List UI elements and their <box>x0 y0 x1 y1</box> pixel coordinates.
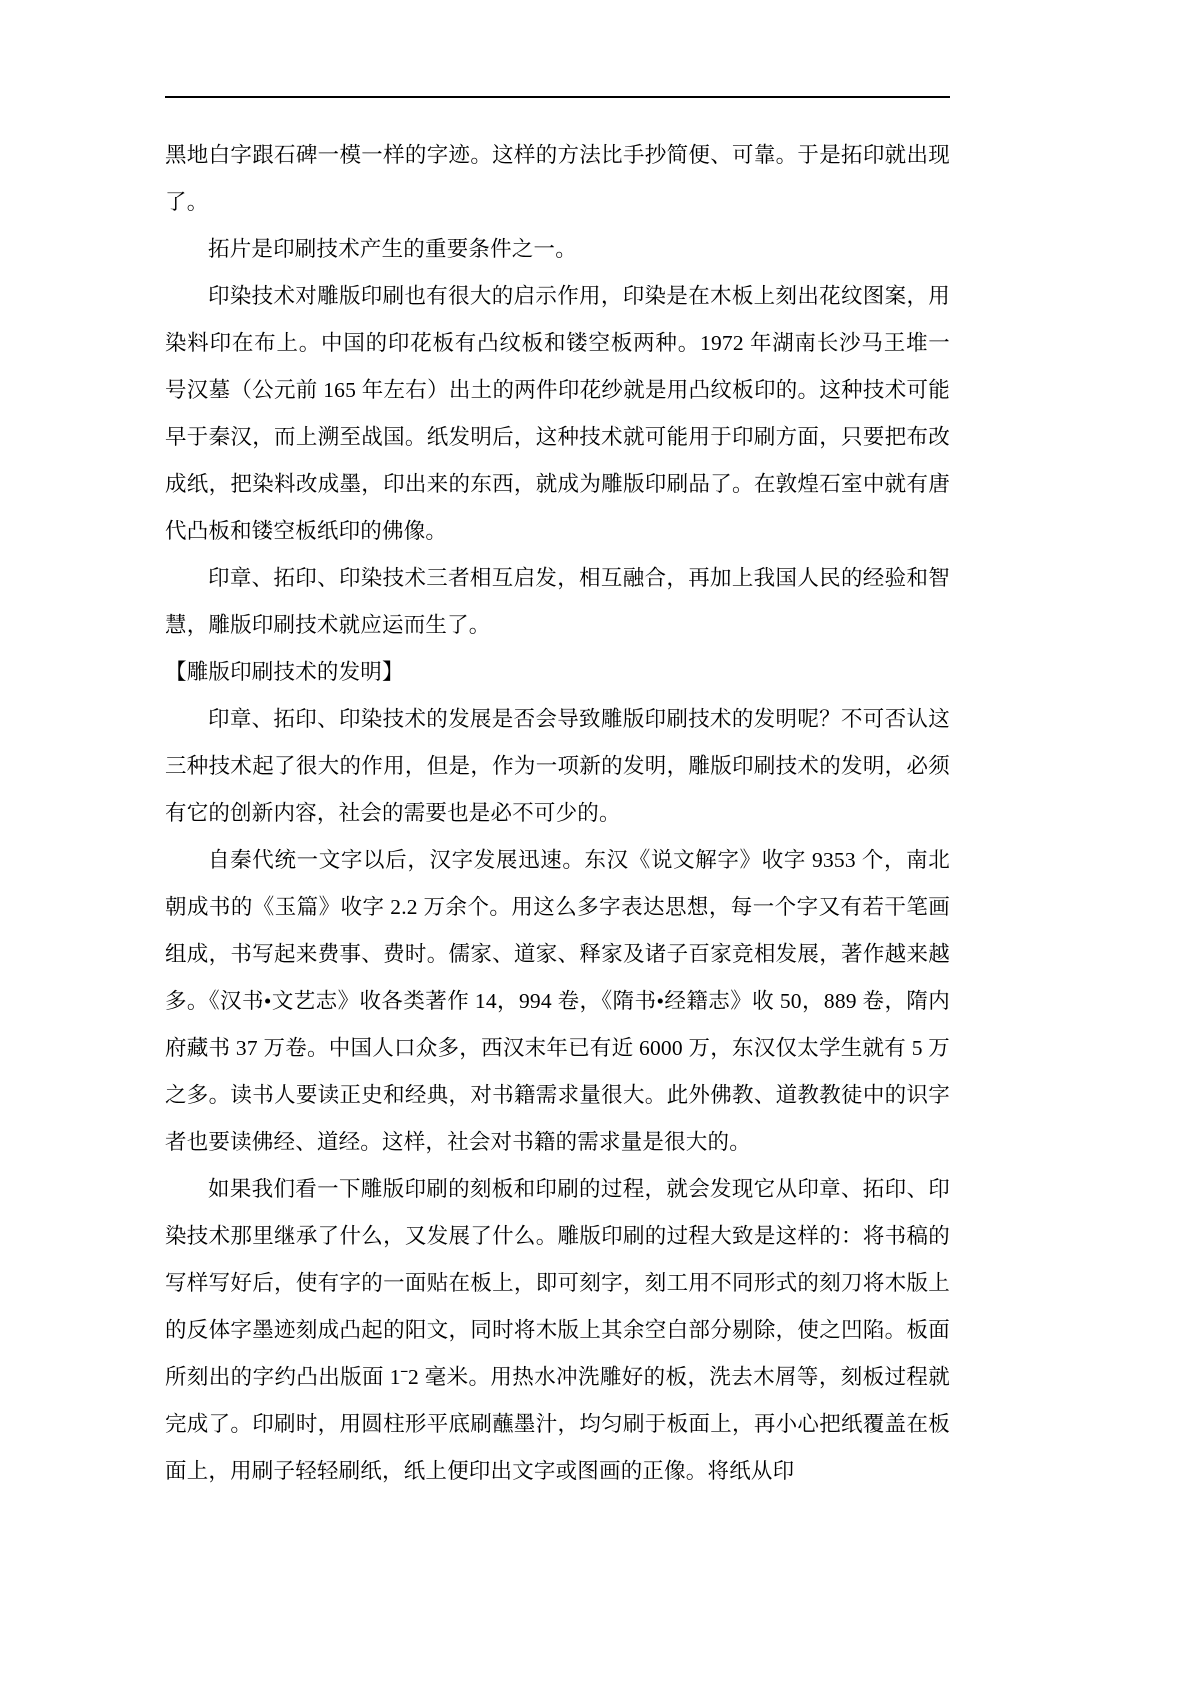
paragraph-2: 拓片是印刷技术产生的重要条件之一。 <box>208 237 577 261</box>
paragraph-4: 印章、拓印、印染技术三者相互启发，相互融合，再加上我国人民的经验和智慧，雕版印刷技术就应运而生了。 <box>165 566 950 637</box>
page-content-area <box>165 96 950 1495</box>
paragraph-6: 印章、拓印、印染技术的发展是否会导致雕版印刷技术的发明呢？不可否认这三种技术起了很大的作用，但是，作为一项新的发明，雕版印刷技术的发明，必须有它的创新内容，社会的需要也是必不可少的。 <box>165 707 950 825</box>
paragraph-1: 黑地白字跟石碑一模一样的字迹。这样的方法比手抄简便、可靠。于是拓印就出现了。 <box>165 143 950 214</box>
paragraph-7: 自秦代统一文字以后，汉字发展迅速。东汉《说文解字》收字 9353 个，南北朝成书的《玉篇》收字 2.2 万余个。用这么多字表达思想，每一个字又有若干笔画组成，书写起来费事、费时。儒家、道家、释家及诸子百家竞相发展，著作越来越多。《汉书•文艺志》收各类著作 14，994 卷，《隋书•经籍志》收 50，889 卷，隋内府藏书 37 万卷。中国人口众多，西汉末年已有近 6000 万，东汉仅太学生就有 5 万之多。读书人要读正史和经典，对书籍需求量很大。此外佛教、道教教徒中的识字者也要读佛经、道经。这样，社会对书籍的需求量是很大的。 <box>165 848 950 1154</box>
paragraph-8: 如果我们看一下雕版印刷的刻板和印刷的过程，就会发现它从印章、拓印、印染技术那里继承了什么，又发展了什么。雕版印刷的过程大致是这样的：将书稿的写样写好后，使有字的一面贴在板上，即可刻字，刻工用不同形式的刻刀将木版上的反体字墨迹刻成凸起的阳文，同时将木版上其余空白部分剔除，使之凹陷。板面所刻出的字约凸出版面 1ˉ2 毫米。用热水冲洗雕好的板，洗去木屑等，刻板过程就完成了。印刷时，用圆柱形平底刷蘸墨汁，均匀刷于板面上，再小心把纸覆盖在板面上，用刷子轻轻刷纸，纸上便印出文字或图画的正像。将纸从印 <box>165 1177 950 1483</box>
header-rule-divider <box>165 96 950 98</box>
section-heading-printing-invention: 【雕版印刷技术的发明】 <box>165 660 404 684</box>
paragraph-3: 印染技术对雕版印刷也有很大的启示作用，印染是在木板上刻出花纹图案，用染料印在布上。中国的印花板有凸纹板和镂空板两种。1972 年湖南长沙马王堆一号汉墓（公元前 165 年左右）出土的两件印花纱就是用凸纹板印的。这种技术可能早于秦汉，而上溯至战国。纸发明后，这种技术就可能用于印刷方面，只要把布改成纸，把染料改成墨，印出来的东西，就成为雕版印刷品了。在敦煌石室中就有唐代凸板和镂空板纸印的佛像。 <box>165 284 950 543</box>
document-body <box>165 132 950 1495</box>
